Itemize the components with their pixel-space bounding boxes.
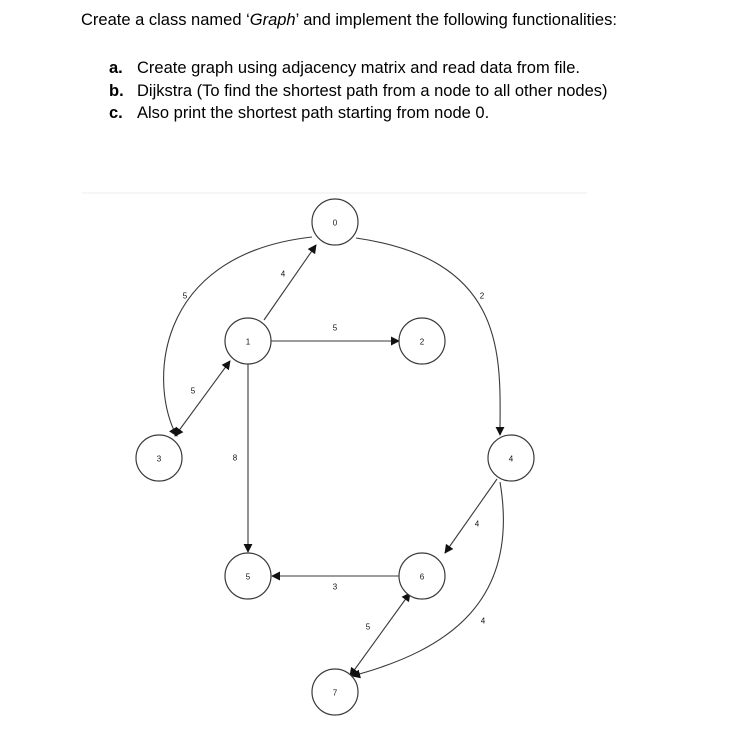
edge-weight-1-2: 5 xyxy=(332,323,338,333)
graph-node-4 xyxy=(488,435,534,481)
task-text: Dijkstra (To find the shortest path from a node to all other nodes) xyxy=(137,81,608,100)
edge-weight-1-5: 8 xyxy=(232,453,238,463)
edge-weight-6-7: 5 xyxy=(365,622,371,632)
edge-weight-4-6: 4 xyxy=(474,519,480,529)
node-label: 1 xyxy=(245,337,251,347)
title-prefix: Create a class named ‘ xyxy=(81,11,250,29)
edge-weight-0-4: 2 xyxy=(479,291,485,301)
graph-node-2 xyxy=(399,318,445,364)
node-label: 0 xyxy=(332,218,338,228)
edge-weight-1-3: 5 xyxy=(190,386,196,396)
edge-1-3 xyxy=(175,361,230,436)
task-letter: a. xyxy=(109,59,123,77)
title-class-name: Graph xyxy=(249,11,296,29)
graph-node-1 xyxy=(225,318,271,364)
task-letter: b. xyxy=(109,81,124,100)
edge-weight-4-7: 4 xyxy=(480,616,486,626)
title-suffix: ’ and implement the following functionalities: xyxy=(295,11,617,29)
edge-weight-1-0: 4 xyxy=(280,269,286,279)
task-text: Create graph using adjacency matrix and read data from file. xyxy=(137,59,580,77)
graph-node-7 xyxy=(312,669,358,715)
task-text: Also print the shortest path starting from node 0. xyxy=(137,104,490,122)
graph-node-6 xyxy=(399,553,445,599)
task-letter: c. xyxy=(109,104,123,122)
node-label: 3 xyxy=(156,454,162,464)
graph-node-0 xyxy=(312,199,358,245)
edge-weight-6-5: 3 xyxy=(332,582,338,592)
node-label: 7 xyxy=(332,688,338,698)
edge-1-0 xyxy=(264,245,316,320)
node-label: 6 xyxy=(419,572,425,582)
node-label: 4 xyxy=(508,454,514,464)
node-label: 2 xyxy=(419,337,425,347)
edge-4-6 xyxy=(445,479,497,553)
edge-6-7 xyxy=(350,593,410,676)
edge-weight-0-3: 5 xyxy=(182,291,188,301)
graph-node-5 xyxy=(225,553,271,599)
node-label: 5 xyxy=(245,572,251,582)
graph-node-3 xyxy=(136,435,182,481)
